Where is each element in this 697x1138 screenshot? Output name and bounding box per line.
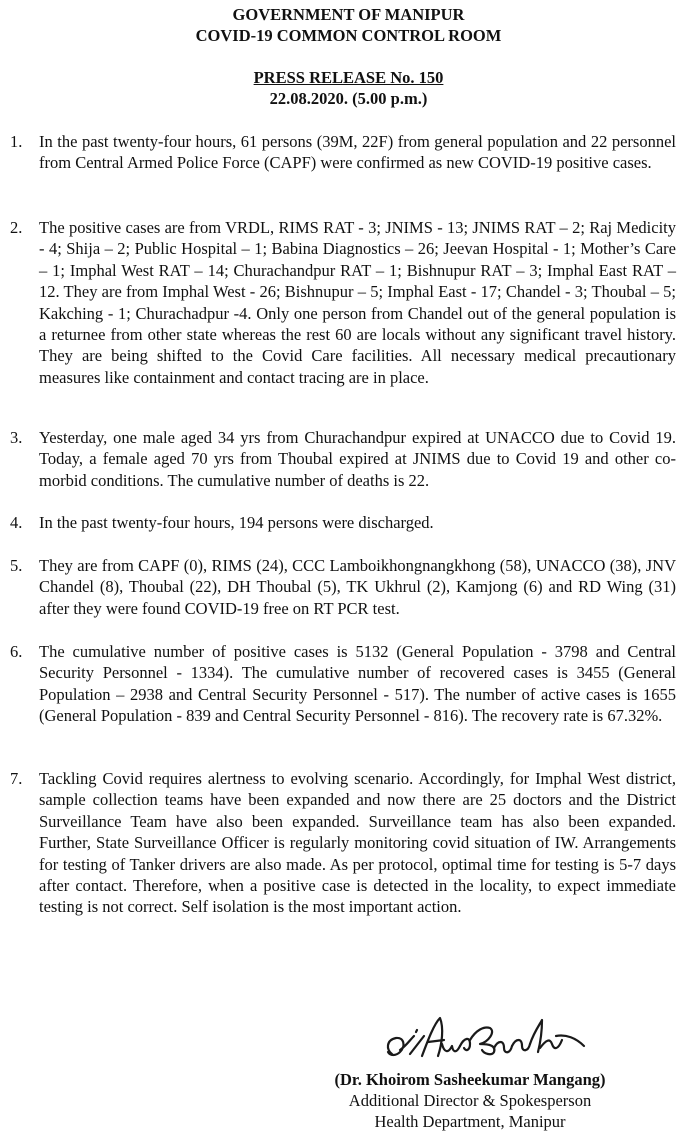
signatory-designation: Additional Director & Spokesperson — [348, 1091, 592, 1110]
item-number: 4. — [10, 513, 23, 532]
item-number: 6. — [10, 642, 23, 661]
press-release-title — [0, 67, 697, 88]
item-number: 1. — [10, 132, 23, 151]
item-text: In the past twenty-four hours, 61 persons (39M, 22F) from general population and 22 personnel from Central Armed Police Force (CAPF) were confirmed as new COVID-19 positive cases. — [39, 132, 676, 173]
item-text: The cumulative number of positive cases is 5132 (General Population - 3798 and Central Security Personnel - 1334). The cumulative number of recovered cases is 3455 (General Population – 2938 and Central Security Personnel - 517). The number of active cases is 1655 (General Population - 839 and Central Security Personnel - 816). The recovery rate is 67.32%. — [39, 642, 676, 726]
control-room-heading: COVID-19 COMMON CONTROL ROOM — [195, 26, 502, 45]
press-release-title-text: PRESS RELEASE No. 150 — [253, 68, 444, 87]
item-number: 3. — [10, 428, 23, 447]
item-number: 5. — [10, 556, 23, 575]
signatory-name: (Dr. Khoirom Sasheekumar Mangang) — [334, 1070, 606, 1089]
handwritten-signature — [380, 1010, 610, 1070]
item-text: Yesterday, one male aged 34 yrs from Churachandpur expired at UNACCO due to Covid 19. Today, a female aged 70 yrs from Thoubal expired at JNIMS due to Covid 19 and other co-morbid conditions. The cumulative number of deaths is 22. — [39, 428, 676, 490]
signatory-department: Health Department, Manipur — [374, 1112, 566, 1131]
item-text: The positive cases are from VRDL, RIMS RAT - 3; JNIMS - 13; JNIMS RAT – 2; Raj Medicity - 4; Shija – 2; Public Hospital – 1; Babina Diagnostics – 26; Jeevan Hospital - 1; Mother’s Care – 1; Imphal West RAT – 14; Churachandpur RAT – 1; Bishnupur RAT – 3; Imphal East RAT – 12. They are from Imphal West - 26; Bishnupur – 5; Imphal East - 17; Chandel - 3; Thoubal – 5; Kakching - 1; Churachadpur -4. Only one person from Chandel out of the general population is a returnee from other state whereas the rest 60 are locals without any significant travel history. They are being shifted to the Covid Care facilities. All necessary medical precautionary measures like containment and contact tracing are in place. — [39, 218, 676, 387]
press-release-datetime: 22.08.2020. (5.00 p.m.) — [269, 89, 428, 108]
item-number: 7. — [10, 769, 23, 788]
item-text: In the past twenty-four hours, 194 persons were discharged. — [39, 513, 434, 532]
item-text: Tackling Covid requires alertness to evolving scenario. Accordingly, for Imphal West district, sample collection teams have been expanded and now there are 25 doctors and the District Surveillance Team have also been expanded. Surveillance team has also been expanded. Further, State Surveillance Officer is regularly monitoring covid situation of IW. Arrangements for testing of Tanker drivers are also made. As per protocol, optimal time for testing is 5-7 days after contact. Therefore, when a positive case is detected in the locality, to expect immediate testing is not correct. Self isolation is the most important action. — [39, 769, 676, 917]
government-heading: GOVERNMENT OF MANIPUR — [232, 5, 465, 24]
item-number: 2. — [10, 218, 23, 237]
item-text: They are from CAPF (0), RIMS (24), CCC Lamboikhongnangkhong (58), UNACCO (38), JNV Chandel (8), Thoubal (22), DH Thoubal (5), TK Ukhrul (2), Kamjong (6) and RD Wing (31) after they were found COVID-19 free on RT PCR test. — [39, 556, 676, 618]
